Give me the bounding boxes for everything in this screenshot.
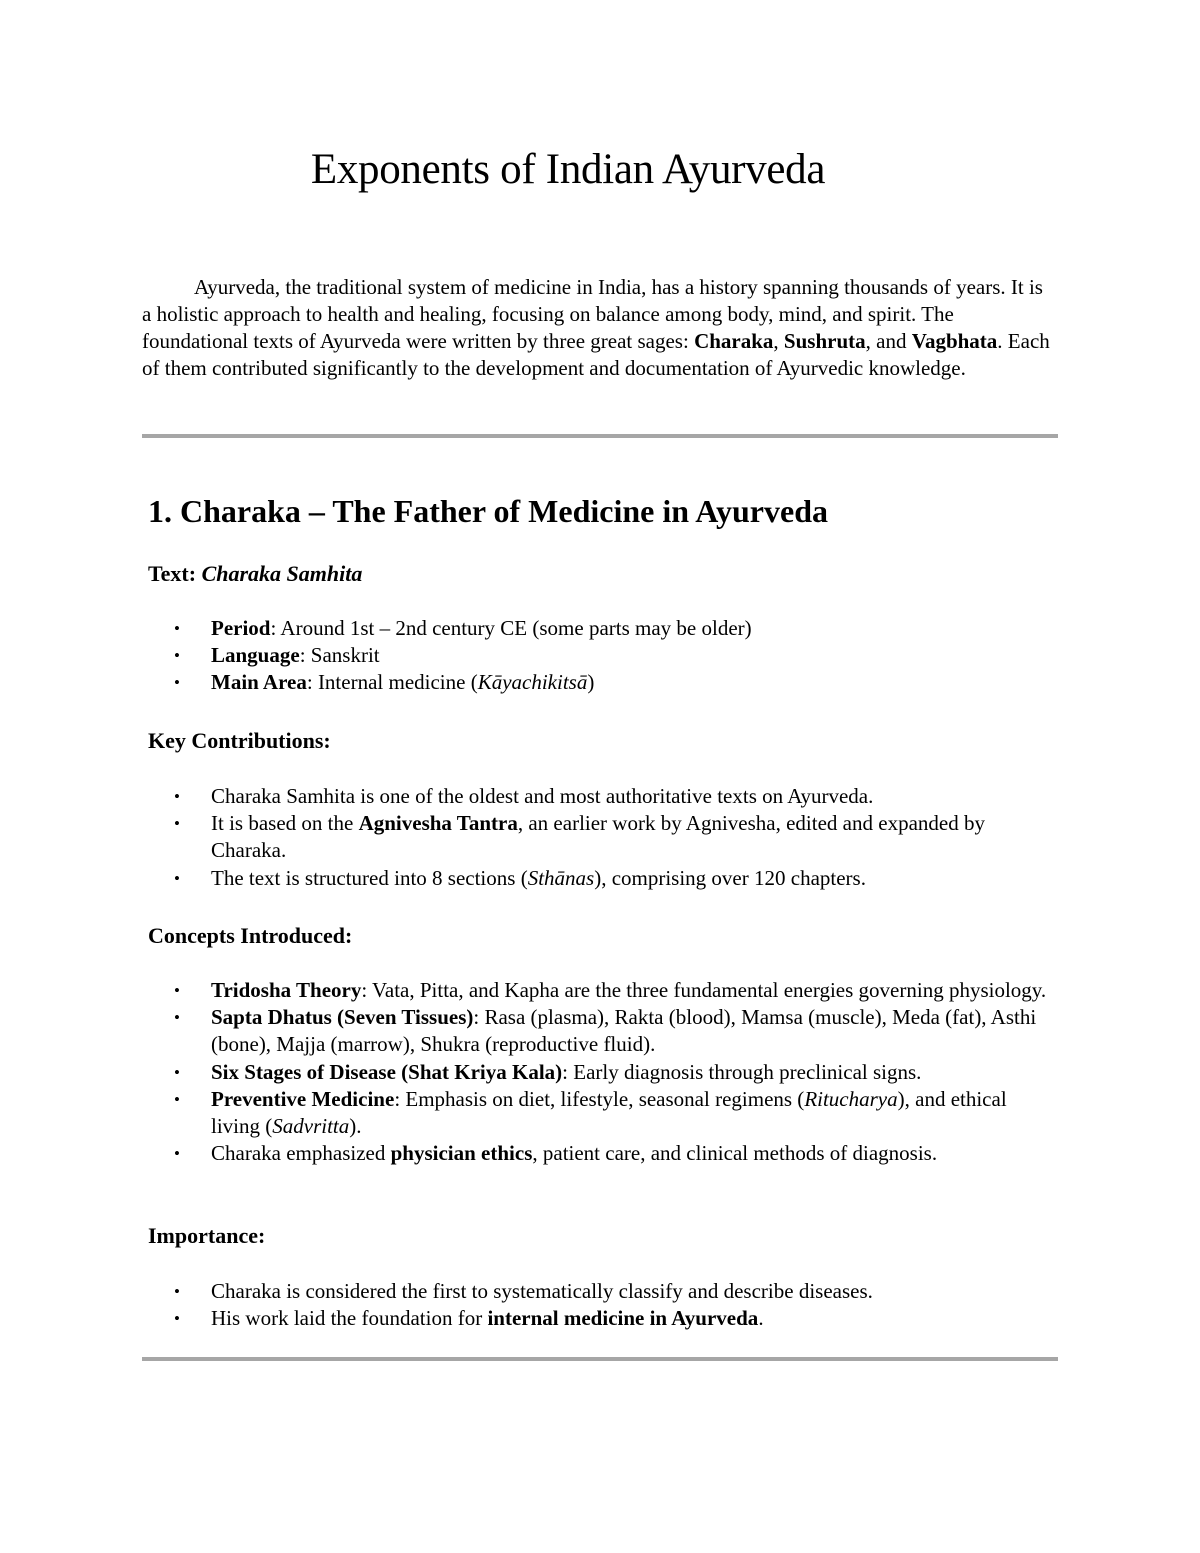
list-item — [142, 1305, 1058, 1332]
importance-text: Charaka is considered the first to systematically classify and describe diseases. — [211, 1279, 873, 1303]
concept-text: : Emphasis on diet, lifestyle, seasonal regimens ( — [394, 1086, 805, 1111]
list-item — [142, 865, 1058, 892]
bullet-icon: • — [174, 1008, 180, 1028]
fact-value: : Sanskrit — [299, 643, 380, 668]
bullet-icon: • — [174, 981, 180, 1000]
contribution-text: It is based on the — [211, 811, 359, 836]
bullet-icon: • — [174, 1144, 180, 1164]
sage-name-vagbhata: Vagbhata — [911, 329, 998, 353]
concepts-list — [142, 977, 1058, 1167]
list-item-language — [142, 642, 1058, 669]
fact-value-close: ) — [587, 670, 595, 695]
list-item — [142, 810, 1058, 864]
concept-italic: Ritucharya — [804, 1086, 898, 1111]
fact-label: Period — [211, 616, 271, 640]
list-item — [142, 1086, 1058, 1140]
concept-text: : Vata, Pitta, and Kapha are the three fundamental energies governing physiology. — [361, 978, 1047, 1002]
section-heading-charaka: 1. Charaka – The Father of Medicine in Ayurveda — [148, 493, 828, 529]
list-item — [142, 977, 1058, 1004]
list-item — [142, 1140, 1058, 1167]
bullet-icon: • — [174, 1089, 180, 1109]
concept-term: Six Stages of Disease (Shat Kriya Kala) — [211, 1059, 563, 1084]
sage-name-charaka: Charaka — [694, 329, 774, 353]
concepts-introduced-heading: Concepts Introduced: — [148, 923, 353, 948]
importance-text: . — [758, 1306, 764, 1331]
contribution-text: Charaka Samhita is one of the oldest and most authoritative texts on Ayurveda. — [211, 784, 874, 808]
sage-name-sushruta: Sushruta — [783, 329, 866, 353]
contribution-text: ), comprising over 120 chapters. — [594, 865, 866, 890]
concept-term: physician ethics — [390, 1141, 533, 1166]
list-item — [142, 1278, 1058, 1305]
bullet-icon: • — [174, 646, 180, 666]
intro-text-2: . Each of them contributed significantly to the development and documentation of Ayurvedic knowledge. — [142, 329, 1050, 380]
intro-separator-2: , and — [865, 329, 912, 353]
bullet-icon: • — [174, 1062, 180, 1082]
importance-list — [142, 1278, 1058, 1332]
list-item — [142, 783, 1058, 810]
text-label: Text: — [148, 561, 202, 586]
importance-heading: Importance: — [148, 1223, 266, 1248]
concept-italic: Sadvritta — [272, 1114, 350, 1139]
list-item-main-area — [142, 669, 1058, 696]
bullet-icon: • — [174, 787, 180, 806]
horizontal-rule-top — [142, 434, 1058, 438]
fact-value-italic: Kāyachikitsā — [477, 670, 588, 695]
concept-text: ), and ethical living ( — [211, 1086, 1007, 1139]
intro-paragraph — [142, 274, 1057, 382]
facts-list — [142, 615, 1058, 697]
concept-text: : Early diagnosis through preclinical signs. — [562, 1059, 922, 1084]
concept-text: Charaka emphasized — [211, 1141, 391, 1166]
concept-text: ). — [349, 1114, 362, 1139]
bullet-icon: • — [174, 619, 180, 638]
concept-text: , patient care, and clinical methods of diagnosis. — [532, 1141, 938, 1166]
concept-term: Tridosha Theory — [211, 978, 362, 1002]
concept-text: : Rasa (plasma), Rakta (blood), Mamsa (muscle), Meda (fat), Asthi (bone), Majja (marrow), Shukra (reproductive fluid). — [211, 1005, 1037, 1057]
horizontal-rule-bottom — [142, 1357, 1058, 1361]
list-item — [142, 1059, 1058, 1086]
intro-separator-1: , — [773, 329, 784, 353]
bullet-icon: • — [174, 868, 180, 888]
bullet-icon: • — [174, 673, 180, 693]
contribution-italic: Sthānas — [527, 865, 595, 890]
text-title-charaka-samhita: Charaka Samhita — [201, 561, 363, 586]
document-title: Exponents of Indian Ayurveda — [310, 146, 826, 193]
fact-value: : Internal medicine ( — [306, 670, 478, 695]
fact-label: Main Area — [211, 670, 307, 695]
contribution-text: , an earlier work by Agnivesha, edited and expanded by Charaka. — [211, 811, 985, 863]
key-contributions-heading: Key Contributions: — [148, 728, 331, 753]
contributions-list — [142, 783, 1058, 892]
bullet-icon: • — [174, 1282, 180, 1301]
concept-term: Preventive Medicine — [211, 1086, 395, 1111]
fact-value: : Around 1st – 2nd century CE (some parts may be older) — [270, 616, 752, 640]
concept-term: Sapta Dhatus (Seven Tissues) — [211, 1005, 474, 1030]
fact-label: Language — [211, 643, 300, 668]
text-label-heading — [148, 560, 362, 588]
importance-bold: internal medicine in Ayurveda — [487, 1306, 759, 1331]
intro-text-1: Ayurveda, the traditional system of medicine in India, has a history spanning thousands of years. It is a holistic approach to health and healing, focusing on balance among body, mind, and spirit. The foundational texts of Ayurveda were written by three great sages: — [142, 275, 1043, 353]
contribution-bold: Agnivesha Tantra — [358, 811, 518, 836]
contribution-text: The text is structured into 8 sections ( — [211, 865, 528, 890]
list-item — [142, 1004, 1058, 1058]
bullet-icon: • — [174, 1309, 180, 1329]
list-item-period — [142, 615, 1058, 642]
importance-text: His work laid the foundation for — [211, 1306, 488, 1331]
bullet-icon: • — [174, 814, 180, 834]
